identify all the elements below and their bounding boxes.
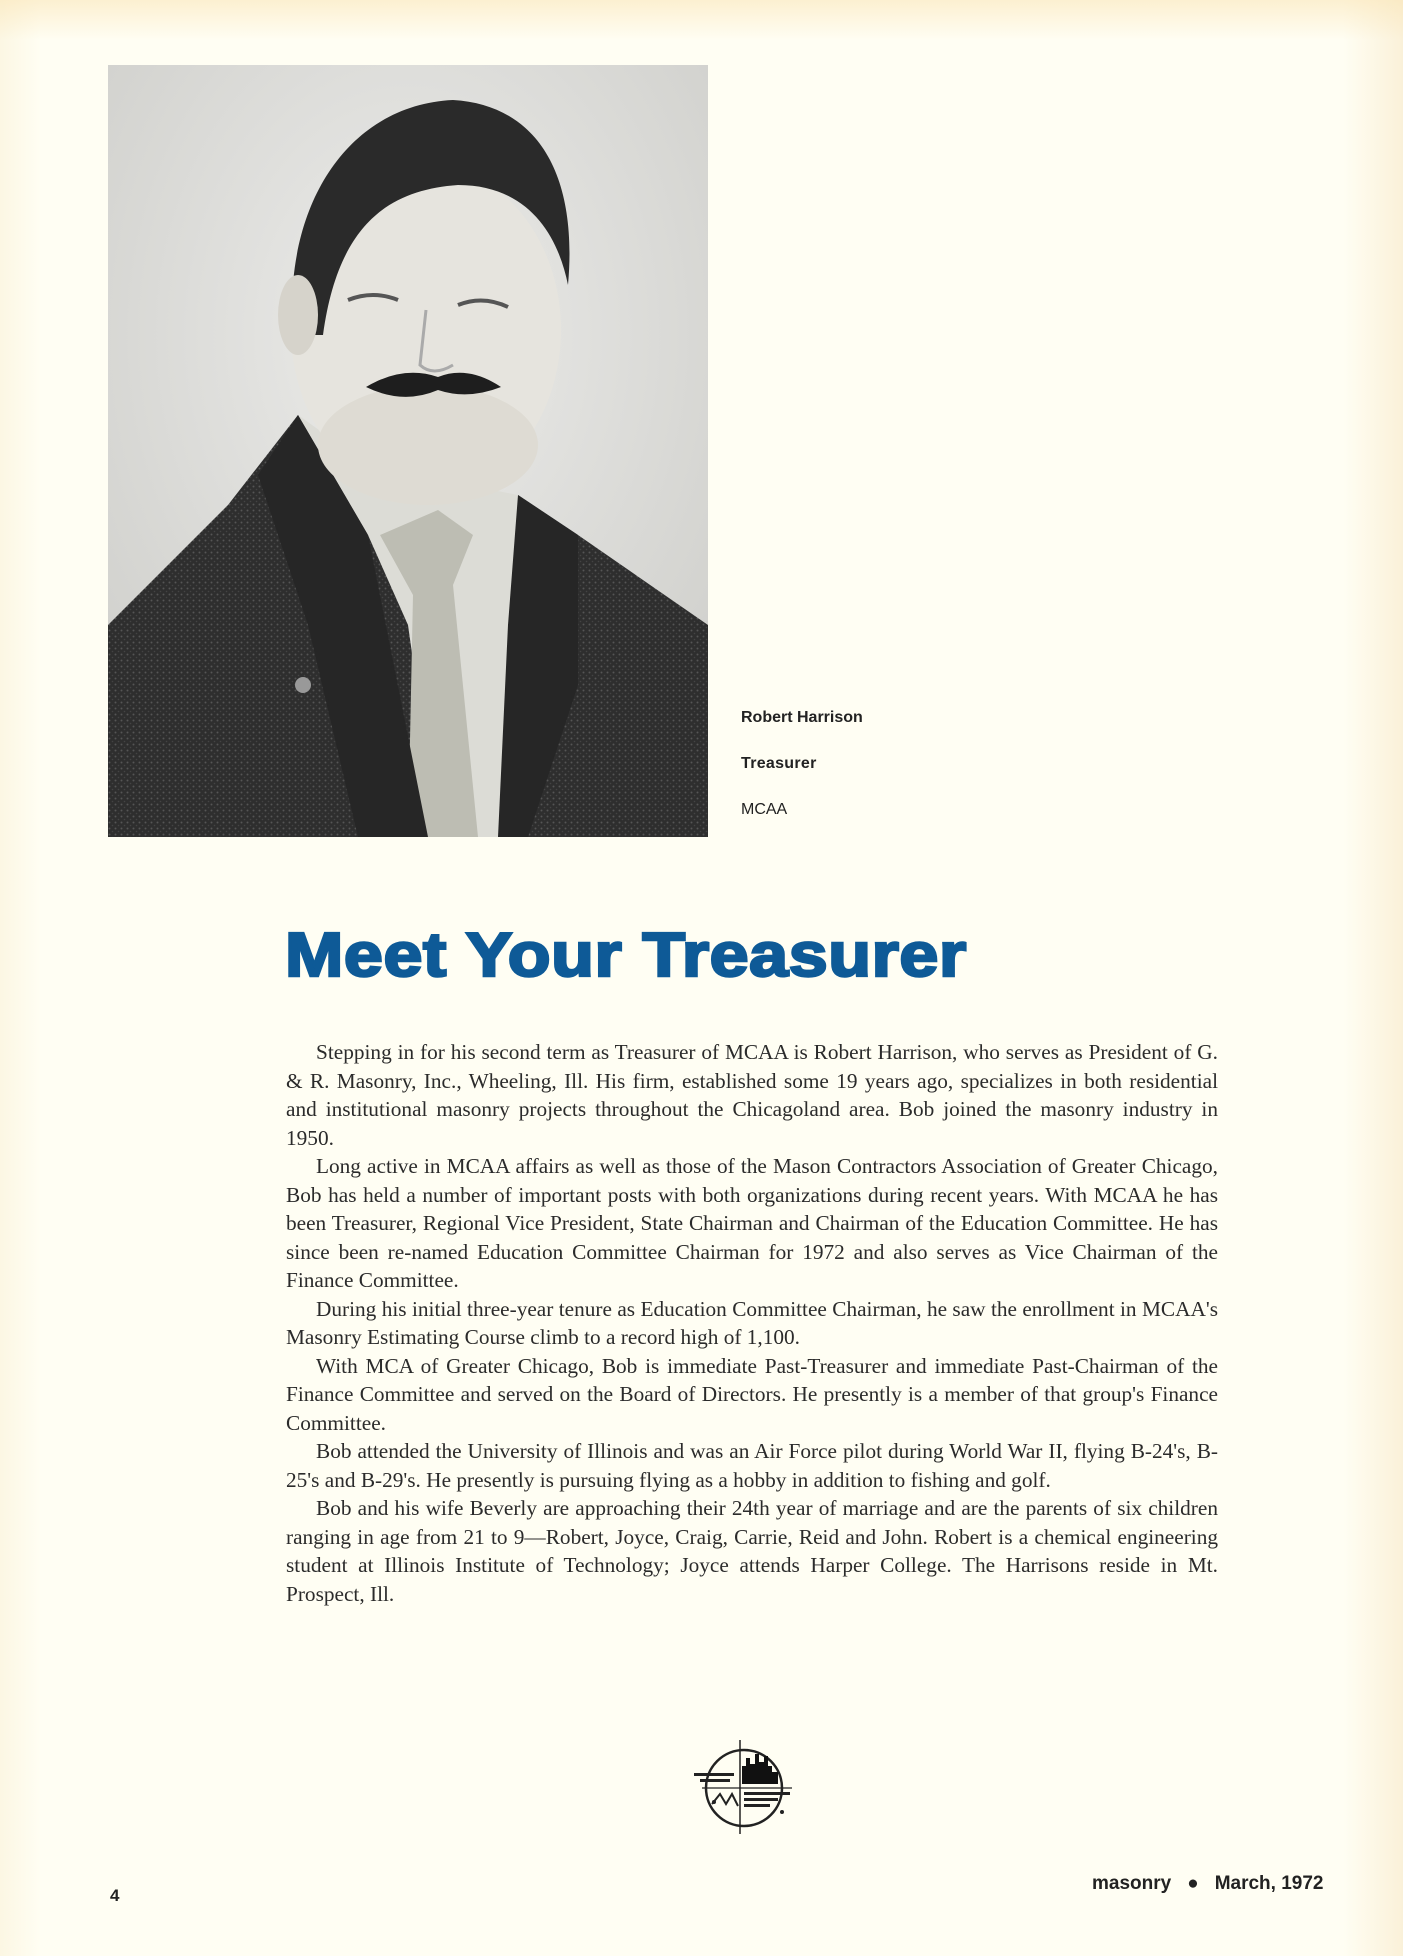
bullet-separator-icon: ●: [1187, 1873, 1199, 1894]
article-body: [286, 1038, 1218, 1608]
article-paragraph: With MCA of Greater Chicago, Bob is immediate Past-Treasurer and immediate Past-Chairman of the Finance Committee and served on the Board of Directors. He presently is a member of that group's Finance Committee.: [286, 1353, 1218, 1435]
issue-date: March, 1972: [1214, 1873, 1324, 1894]
portrait-photo: [108, 65, 708, 837]
article-paragraph: Stepping in for his second term as Treasurer of MCAA is Robert Harrison, who serves as President of G. & R. Masonry, Inc., Wheeling, Ill. His firm, established some 19 years ago, specializes in both residential and institutional masonry projects throughout the Chicagoland area. Bob joined the masonry industry in 1950.: [286, 1040, 1218, 1150]
publication-name: masonry: [1092, 1873, 1172, 1894]
article-paragraph: During his initial three-year tenure as Education Committee Chairman, he saw the enrollment in MCAA's Masonry Estimating Course climb to a record high of 1,100.: [286, 1296, 1218, 1349]
photo-caption: [741, 710, 863, 818]
article-paragraph: Long active in MCAA affairs as well as those of the Mason Contractors Association of Greater Chicago, Bob has held a number of important posts with both organizations during recent years. With MCAA he has been Treasurer, Regional Vice President, State Chairman and Chairman of the Education Committee. He has since been re-named Education Committee Chairman for 1972 and also serves as Vice Chairman of the Finance Committee.: [286, 1154, 1218, 1292]
caption-org: MCAA: [741, 801, 788, 818]
article-paragraph: Bob attended the University of Illinois and was an Air Force pilot during World War II, flying B-24's, B-25's and B-29's. He presently is pursuing flying as a hobby in addition to fishing and golf.: [286, 1439, 1218, 1492]
mcaa-seal-logo-icon: [692, 1736, 796, 1836]
caption-role: Treasurer: [741, 755, 817, 772]
article-title: Meet Your Treasurer: [285, 921, 967, 990]
caption-name: Robert Harrison: [741, 709, 863, 726]
publication-footer: [1092, 1873, 1323, 1895]
article-paragraph: Bob and his wife Beverly are approaching their 24th year of marriage and are the parents of six children ranging in age from 21 to 9—Robert, Joyce, Craig, Carrie, Reid and John. Robert is a chemical engineering student at Illinois Institute of Technology; Joyce attends Harper College. The Harrisons reside in Mt. Prospect, Ill.: [286, 1496, 1218, 1606]
page-number: 4: [110, 1886, 120, 1905]
portrait-illustration: [108, 65, 708, 837]
